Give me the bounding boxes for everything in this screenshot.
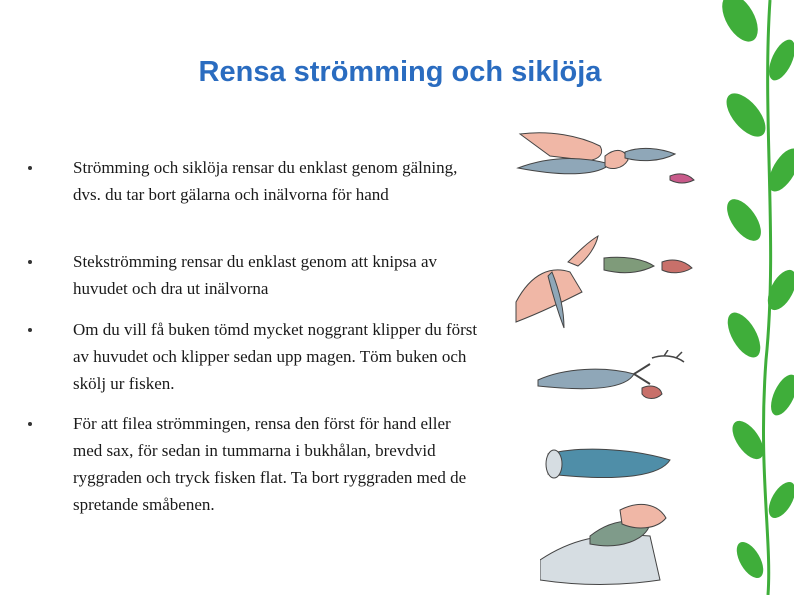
list-item xyxy=(28,410,478,518)
bullet-dot-icon xyxy=(28,328,32,332)
bullet-dot-icon xyxy=(28,260,32,264)
fish-gutting-illustration-icon xyxy=(510,126,700,196)
bullet-text: Om du vill få buken tömd mycket noggrant klipper du först av huvudet och klipper sedan upp magen. Töm buken och skölj ur fisken. xyxy=(73,320,478,393)
bullet-text: Stekströmming rensar du enklast genom att knipsa av huvudet och dra ut inälvorna xyxy=(73,252,438,298)
bullet-text: För att filea strömmingen, rensa den först för hand eller med sax, för sedan in tummarna i bukhålan, brevdvid ryggraden och tryck fisken flat. Ta bort ryggraden med de spretande småbenen. xyxy=(73,414,467,514)
list-item xyxy=(28,316,478,410)
bullet-list xyxy=(28,154,478,518)
page-title: Rensa strömming och siklöja xyxy=(198,56,602,88)
bullet-dot-icon xyxy=(28,166,32,170)
vine-leaves-decoration-icon xyxy=(700,0,794,595)
fish-beheading-illustration-icon xyxy=(512,232,702,330)
bullet-text: Strömming och siklöja rensar du enklast genom gälning, dvs. du tar bort gälarna och inälvorna för hand xyxy=(73,158,458,204)
list-item xyxy=(28,154,478,248)
fish-cut-illustration-icon xyxy=(534,350,694,406)
fish-fillet-illustration-icon xyxy=(540,440,700,590)
bullet-dot-icon xyxy=(28,422,32,426)
list-item xyxy=(28,248,478,316)
